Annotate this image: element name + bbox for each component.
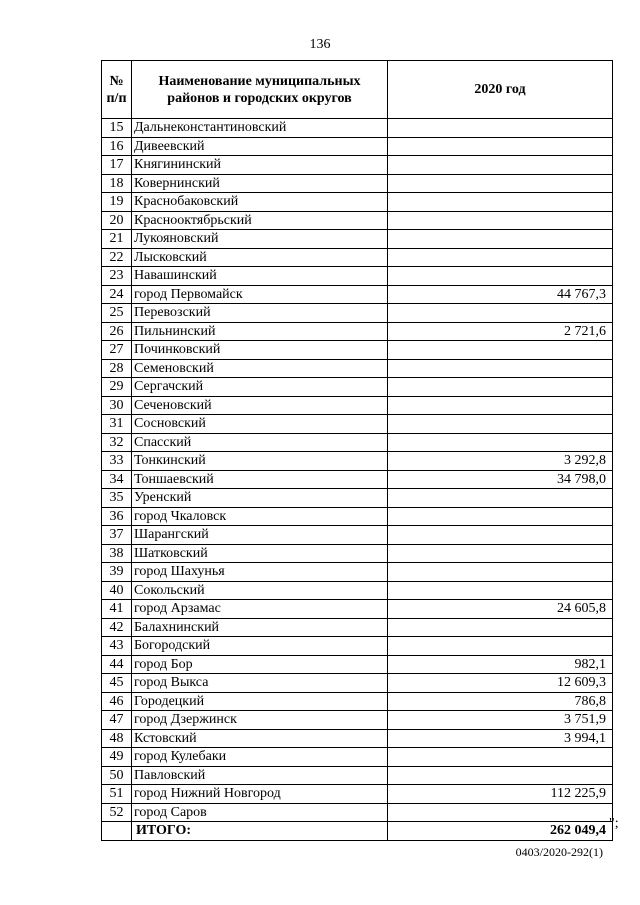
row-value xyxy=(388,230,613,249)
row-num: 22 xyxy=(102,248,132,267)
table-row xyxy=(102,415,613,434)
row-num: 38 xyxy=(102,544,132,563)
row-value: 44 767,3 xyxy=(388,285,613,304)
table-row xyxy=(102,470,613,489)
row-num: 52 xyxy=(102,803,132,822)
row-value: 24 605,8 xyxy=(388,600,613,619)
table-row xyxy=(102,692,613,711)
row-value xyxy=(388,396,613,415)
row-value: 3 751,9 xyxy=(388,711,613,730)
row-num: 40 xyxy=(102,581,132,600)
total-value: 262 049,4 xyxy=(388,822,613,841)
row-name: город Дзержинск xyxy=(132,711,388,730)
table-row xyxy=(102,748,613,767)
document-code: 0403/2020-292(1) xyxy=(515,845,603,859)
row-num: 37 xyxy=(102,526,132,545)
table-row xyxy=(102,452,613,471)
row-value: 12 609,3 xyxy=(388,674,613,693)
row-value xyxy=(388,248,613,267)
row-value xyxy=(388,803,613,822)
row-name: город Нижний Новгород xyxy=(132,785,388,804)
total-label: ИТОГО: xyxy=(132,822,388,841)
allocation-table xyxy=(101,60,613,841)
row-name: Починковский xyxy=(132,341,388,360)
table-row xyxy=(102,304,613,323)
row-value xyxy=(388,433,613,452)
row-value xyxy=(388,415,613,434)
table-row xyxy=(102,600,613,619)
table-row xyxy=(102,119,613,138)
row-value xyxy=(388,359,613,378)
table-row xyxy=(102,507,613,526)
row-num: 42 xyxy=(102,618,132,637)
row-name: Балахнинский xyxy=(132,618,388,637)
row-value xyxy=(388,563,613,582)
row-name: Тонкинский xyxy=(132,452,388,471)
row-value xyxy=(388,489,613,508)
row-num: 17 xyxy=(102,156,132,175)
row-name: Павловский xyxy=(132,766,388,785)
row-num: 21 xyxy=(102,230,132,249)
table-row xyxy=(102,285,613,304)
table-row xyxy=(102,711,613,730)
row-value xyxy=(388,581,613,600)
row-name: Краснобаковский xyxy=(132,193,388,212)
row-name: Сергачский xyxy=(132,378,388,397)
row-num: 26 xyxy=(102,322,132,341)
table-header-row xyxy=(102,61,613,119)
row-name: Шатковский xyxy=(132,544,388,563)
table-row xyxy=(102,230,613,249)
row-value xyxy=(388,267,613,286)
row-value: 3 994,1 xyxy=(388,729,613,748)
row-value xyxy=(388,304,613,323)
row-name: Тоншаевский xyxy=(132,470,388,489)
total-num-cell xyxy=(102,822,132,841)
row-num: 41 xyxy=(102,600,132,619)
table-row xyxy=(102,637,613,656)
row-name: Перевозский xyxy=(132,304,388,323)
total-row xyxy=(102,822,613,841)
header-name: Наименование муниципальных районов и городских округов xyxy=(132,61,388,119)
row-name: Дальнеконстантиновский xyxy=(132,119,388,138)
row-value: 3 292,8 xyxy=(388,452,613,471)
row-value xyxy=(388,341,613,360)
table-row xyxy=(102,267,613,286)
row-value xyxy=(388,637,613,656)
table-row xyxy=(102,766,613,785)
row-name: город Бор xyxy=(132,655,388,674)
row-name: город Шахунья xyxy=(132,563,388,582)
row-num: 33 xyxy=(102,452,132,471)
row-value xyxy=(388,211,613,230)
row-num: 43 xyxy=(102,637,132,656)
row-name: город Чкаловск xyxy=(132,507,388,526)
row-value xyxy=(388,156,613,175)
row-num: 29 xyxy=(102,378,132,397)
table-row xyxy=(102,211,613,230)
row-name: Ковернинский xyxy=(132,174,388,193)
page-number: 136 xyxy=(309,37,331,52)
row-value xyxy=(388,618,613,637)
table-row xyxy=(102,785,613,804)
row-value xyxy=(388,544,613,563)
table-row xyxy=(102,341,613,360)
row-num: 18 xyxy=(102,174,132,193)
row-name: Княгининский xyxy=(132,156,388,175)
row-num: 44 xyxy=(102,655,132,674)
table-body xyxy=(102,119,613,822)
table-row xyxy=(102,248,613,267)
row-name: город Первомайск xyxy=(132,285,388,304)
row-num: 27 xyxy=(102,341,132,360)
row-num: 45 xyxy=(102,674,132,693)
row-name: Сеченовский xyxy=(132,396,388,415)
row-value xyxy=(388,119,613,138)
row-num: 30 xyxy=(102,396,132,415)
row-name: город Кулебаки xyxy=(132,748,388,767)
row-num: 31 xyxy=(102,415,132,434)
row-num: 15 xyxy=(102,119,132,138)
row-value xyxy=(388,748,613,767)
row-value xyxy=(388,378,613,397)
table-row xyxy=(102,322,613,341)
row-num: 19 xyxy=(102,193,132,212)
row-name: Лукояновский xyxy=(132,230,388,249)
row-name: Богородский xyxy=(132,637,388,656)
row-name: Краснооктябрьский xyxy=(132,211,388,230)
row-value xyxy=(388,766,613,785)
table-row xyxy=(102,526,613,545)
row-num: 25 xyxy=(102,304,132,323)
row-name: Лысковский xyxy=(132,248,388,267)
row-num: 16 xyxy=(102,137,132,156)
row-value: 982,1 xyxy=(388,655,613,674)
row-value: 786,8 xyxy=(388,692,613,711)
row-name: Сокольский xyxy=(132,581,388,600)
table-row xyxy=(102,729,613,748)
row-value xyxy=(388,193,613,212)
row-name: город Саров xyxy=(132,803,388,822)
row-value xyxy=(388,174,613,193)
table-row xyxy=(102,544,613,563)
row-value: 2 721,6 xyxy=(388,322,613,341)
row-num: 24 xyxy=(102,285,132,304)
row-value xyxy=(388,526,613,545)
row-num: 32 xyxy=(102,433,132,452)
row-name: Уренский xyxy=(132,489,388,508)
table-row xyxy=(102,378,613,397)
row-name: Навашинский xyxy=(132,267,388,286)
row-num: 46 xyxy=(102,692,132,711)
table-row xyxy=(102,433,613,452)
closing-quote-mark: "; xyxy=(609,816,619,831)
row-num: 36 xyxy=(102,507,132,526)
row-name: Кстовский xyxy=(132,729,388,748)
table-row xyxy=(102,581,613,600)
row-name: Городецкий xyxy=(132,692,388,711)
row-num: 23 xyxy=(102,267,132,286)
row-num: 49 xyxy=(102,748,132,767)
row-num: 50 xyxy=(102,766,132,785)
row-num: 35 xyxy=(102,489,132,508)
table-row xyxy=(102,359,613,378)
table-row xyxy=(102,618,613,637)
row-num: 47 xyxy=(102,711,132,730)
table-row xyxy=(102,193,613,212)
row-name: Дивеевский xyxy=(132,137,388,156)
table-row xyxy=(102,156,613,175)
row-value: 112 225,9 xyxy=(388,785,613,804)
row-name: Спасский xyxy=(132,433,388,452)
table-row xyxy=(102,655,613,674)
row-name: Шарангский xyxy=(132,526,388,545)
table-row xyxy=(102,563,613,582)
table-row xyxy=(102,674,613,693)
row-value xyxy=(388,137,613,156)
row-num: 20 xyxy=(102,211,132,230)
table-row xyxy=(102,489,613,508)
row-name: Сосновский xyxy=(132,415,388,434)
table-row xyxy=(102,396,613,415)
row-num: 34 xyxy=(102,470,132,489)
row-num: 28 xyxy=(102,359,132,378)
row-num: 51 xyxy=(102,785,132,804)
table-row xyxy=(102,174,613,193)
row-name: город Выкса xyxy=(132,674,388,693)
row-value: 34 798,0 xyxy=(388,470,613,489)
row-value xyxy=(388,507,613,526)
row-name: Пильнинский xyxy=(132,322,388,341)
row-name: город Арзамас xyxy=(132,600,388,619)
row-num: 48 xyxy=(102,729,132,748)
table-row xyxy=(102,137,613,156)
header-year: 2020 год xyxy=(388,61,613,119)
row-name: Семеновский xyxy=(132,359,388,378)
row-num: 39 xyxy=(102,563,132,582)
header-num: № п/п xyxy=(102,61,132,119)
table-row xyxy=(102,803,613,822)
